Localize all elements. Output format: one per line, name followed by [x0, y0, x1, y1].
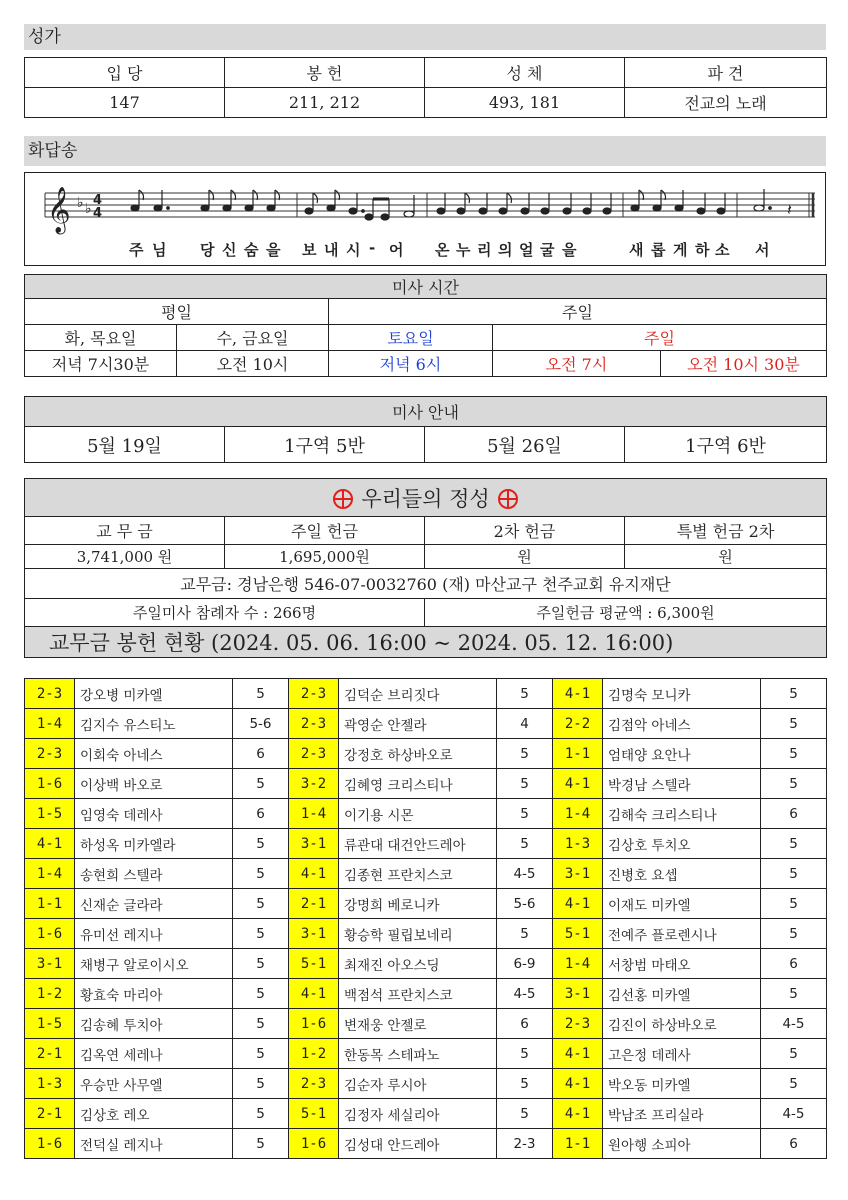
mass-times-title: 미사 시간	[25, 275, 827, 299]
donor-count: 5	[497, 1039, 553, 1069]
offering-header-tithe: 교 무 금	[25, 517, 225, 545]
lyric-syllable: 내	[324, 241, 339, 259]
donor-area: 1-6	[289, 1129, 339, 1159]
donor-name: 한동목 스테파노	[339, 1039, 497, 1069]
donor-area: 2-3	[289, 1069, 339, 1099]
donor-area: 1-2	[25, 979, 75, 1009]
offering-header-second: 2차 헌금	[425, 517, 625, 545]
table-row	[25, 979, 827, 1009]
donor-name: 곽영순 안젤라	[339, 709, 497, 739]
donor-count: 4-5	[761, 1099, 827, 1129]
guide-date-1: 5월 19일	[25, 427, 225, 463]
bank-account-info: 교무금: 경남은행 546-07-0032760 (재) 마산교구 천주교회 유지재단	[25, 569, 827, 599]
table-row	[25, 1009, 827, 1039]
hymn-header-communion: 성 체	[425, 58, 625, 88]
donor-count: 5-6	[497, 889, 553, 919]
donor-count: 4	[497, 709, 553, 739]
red-cross-circle-icon	[498, 489, 518, 509]
table-row	[25, 859, 827, 889]
donor-count: 5	[761, 709, 827, 739]
donor-count: 5	[497, 739, 553, 769]
svg-text:♭: ♭	[77, 195, 84, 211]
donor-count: 5	[233, 919, 289, 949]
donor-count: 4-5	[761, 1009, 827, 1039]
offering-title-row	[25, 479, 827, 517]
donor-name: 하성옥 미카엘라	[75, 829, 233, 859]
donor-name: 강오병 미카엘	[75, 679, 233, 709]
lyric-syllable: 서	[755, 241, 770, 259]
donor-count: 5	[761, 979, 827, 1009]
donations-title: 교무금 봉헌 현황 (2024. 05. 06. 16:00 ~ 2024. 05. 12. 16:00)	[25, 627, 827, 658]
donor-name: 원아행 소피아	[603, 1129, 761, 1159]
donor-area: 1-4	[553, 949, 603, 979]
average-offering: 주일헌금 평균액 : 6,300원	[425, 599, 827, 627]
lyric-syllable: 신	[222, 241, 237, 259]
time-saturday: 저녁 6시	[329, 351, 493, 377]
donor-count: 4-5	[497, 979, 553, 1009]
donor-area: 3-1	[289, 919, 339, 949]
donor-count: 6	[233, 799, 289, 829]
lyric-syllable: 굴	[540, 241, 555, 259]
table-row	[25, 1129, 827, 1159]
donor-count: 5	[761, 829, 827, 859]
donor-area: 4-1	[289, 859, 339, 889]
donor-name: 이재도 미카엘	[603, 889, 761, 919]
donor-count: 5	[497, 1069, 553, 1099]
donor-area: 1-3	[553, 829, 603, 859]
donor-area: 1-4	[553, 799, 603, 829]
music-staff	[25, 173, 825, 237]
donor-area: 1-4	[289, 799, 339, 829]
donor-count: 5	[761, 679, 827, 709]
donor-area: 2-3	[25, 679, 75, 709]
donor-name: 박경남 스텔라	[603, 769, 761, 799]
donor-area: 1-1	[25, 889, 75, 919]
donor-area: 1-1	[553, 1129, 603, 1159]
donor-area: 1-3	[25, 1069, 75, 1099]
treble-clef-icon: 𝄞	[47, 187, 71, 233]
donor-name: 우승만 사무엘	[75, 1069, 233, 1099]
donor-count: 5	[497, 1099, 553, 1129]
offering-title: 우리들의 정성	[361, 486, 490, 511]
red-cross-circle-icon	[333, 489, 353, 509]
svg-text:♭: ♭	[85, 201, 92, 217]
hymn-value-communion: 493, 181	[425, 88, 625, 118]
donor-name: 백점석 프란치스코	[339, 979, 497, 1009]
svg-text:𝄽: 𝄽	[787, 200, 792, 219]
donor-area: 1-6	[25, 1129, 75, 1159]
donor-name: 김진이 하상바오로	[603, 1009, 761, 1039]
table-row	[25, 679, 827, 709]
donor-area: 1-6	[25, 919, 75, 949]
donor-name: 신재순 글라라	[75, 889, 233, 919]
donor-count: 6-9	[497, 949, 553, 979]
donor-area: 4-1	[553, 1069, 603, 1099]
donor-count: 5	[761, 1069, 827, 1099]
donor-name: 임영숙 데레사	[75, 799, 233, 829]
table-row	[25, 1069, 827, 1099]
hymn-header-offertory: 봉 헌	[225, 58, 425, 88]
donor-name: 최재진 아오스딩	[339, 949, 497, 979]
donor-count: 5	[233, 1069, 289, 1099]
donor-name: 전덕실 레지나	[75, 1129, 233, 1159]
donor-name: 강명희 베로니카	[339, 889, 497, 919]
donor-area: 4-1	[553, 889, 603, 919]
donor-area: 3-2	[289, 769, 339, 799]
donor-name: 김선홍 미카엘	[603, 979, 761, 1009]
lyric-syllable: 을	[562, 241, 577, 259]
lyric-syllable: 게	[673, 241, 688, 259]
hymn-value-entrance: 147	[25, 88, 225, 118]
donor-area: 2-1	[25, 1099, 75, 1129]
donor-name: 김옥연 세레나	[75, 1039, 233, 1069]
donor-count: 4-5	[497, 859, 553, 889]
donor-area: 5-1	[289, 1099, 339, 1129]
donor-count: 6	[761, 1129, 827, 1159]
time-tue-thu: 저녁 7시30분	[25, 351, 177, 377]
donor-count: 5	[761, 1039, 827, 1069]
donor-name: 황효숙 마리아	[75, 979, 233, 1009]
donor-count: 5	[233, 1009, 289, 1039]
mass-times-table	[24, 274, 827, 377]
donor-area: 1-1	[553, 739, 603, 769]
donor-area: 4-1	[553, 769, 603, 799]
lyric-syllable: 어	[389, 241, 404, 259]
donor-name: 박오동 미카엘	[603, 1069, 761, 1099]
donor-area: 2-1	[25, 1039, 75, 1069]
donor-count: 5	[233, 949, 289, 979]
donations-table	[24, 678, 827, 1159]
donor-name: 황승학 필립보네리	[339, 919, 497, 949]
donor-count: 5	[761, 769, 827, 799]
table-row	[25, 739, 827, 769]
donor-area: 3-1	[553, 979, 603, 1009]
lyric-syllable: 얼	[519, 241, 534, 259]
psalm-score	[24, 172, 826, 266]
donor-count: 5	[761, 889, 827, 919]
lyric-syllable: 당	[200, 241, 215, 259]
offering-value-special: 원	[625, 545, 827, 569]
donor-name: 김해숙 크리스티나	[603, 799, 761, 829]
donor-area: 4-1	[289, 979, 339, 1009]
donor-name: 김지수 유스티노	[75, 709, 233, 739]
donor-area: 1-5	[25, 1009, 75, 1039]
weekday-label: 평일	[25, 299, 329, 325]
guide-date-2: 5월 26일	[425, 427, 625, 463]
svg-text:4: 4	[93, 206, 103, 221]
donor-name: 이기용 시몬	[339, 799, 497, 829]
hymn-header-entrance: 입 당	[25, 58, 225, 88]
lyric-syllable: 숨	[244, 241, 259, 259]
table-row	[25, 1039, 827, 1069]
donor-area: 1-6	[289, 1009, 339, 1039]
day-sunday: 주일	[493, 325, 827, 351]
lyric-syllable: 소	[715, 241, 730, 259]
donor-count: 5	[497, 769, 553, 799]
psalm-section-title: 화답송	[24, 136, 826, 166]
sunday-label: 주일	[329, 299, 827, 325]
mass-guide-table	[24, 396, 827, 463]
donor-name: 김성대 안드레아	[339, 1129, 497, 1159]
donor-name: 류관대 대건안드레아	[339, 829, 497, 859]
offering-header-special: 특별 헌금 2차	[625, 517, 827, 545]
donor-count: 5	[497, 919, 553, 949]
donor-count: 6	[497, 1009, 553, 1039]
donor-name: 채병구 알로이시오	[75, 949, 233, 979]
donor-count: 5	[233, 679, 289, 709]
lyric-syllable: 롭	[651, 241, 666, 259]
donor-count: 5	[233, 1099, 289, 1129]
donor-name: 이회숙 아네스	[75, 739, 233, 769]
guide-area-1: 1구역 5반	[225, 427, 425, 463]
donor-name: 강정호 하상바오로	[339, 739, 497, 769]
donor-area: 4-1	[553, 1039, 603, 1069]
donor-count: 5	[233, 829, 289, 859]
donor-name: 진병호 요셉	[603, 859, 761, 889]
guide-area-2: 1구역 6반	[625, 427, 827, 463]
donor-area: 3-1	[553, 859, 603, 889]
donor-name: 전예주 플로렌시나	[603, 919, 761, 949]
time-wed-fri: 오전 10시	[177, 351, 329, 377]
hymns-table	[24, 57, 827, 118]
table-row	[25, 1099, 827, 1129]
donor-name: 김상호 투치오	[603, 829, 761, 859]
donor-name: 박남조 프리실라	[603, 1099, 761, 1129]
svg-text:4: 4	[93, 193, 103, 208]
donor-name: 김송혜 투치아	[75, 1009, 233, 1039]
lyric-syllable: 누	[456, 241, 471, 259]
donor-area: 2-3	[289, 739, 339, 769]
lyric-syllable: 리	[477, 241, 492, 259]
donor-count: 5	[497, 799, 553, 829]
donor-area: 3-1	[25, 949, 75, 979]
lyric-syllable: 하	[695, 241, 710, 259]
lyric-syllable: 온	[435, 241, 450, 259]
hymn-header-dismissal: 파 견	[625, 58, 827, 88]
donor-area: 2-3	[289, 679, 339, 709]
psalm-lyrics	[25, 239, 825, 261]
offering-value-tithe: 3,741,000 원	[25, 545, 225, 569]
lyric-syllable: 보	[302, 241, 317, 259]
table-row	[25, 709, 827, 739]
donor-name: 유미선 레지나	[75, 919, 233, 949]
donor-area: 1-2	[289, 1039, 339, 1069]
donor-count: 2-3	[497, 1129, 553, 1159]
donor-area: 5-1	[553, 919, 603, 949]
lyric-syllable: 주	[129, 241, 144, 259]
donor-area: 3-1	[289, 829, 339, 859]
donor-count: 6	[761, 799, 827, 829]
donor-count: 5	[233, 1039, 289, 1069]
lyric-syllable: 새	[629, 241, 644, 259]
offering-value-sunday: 1,695,000원	[225, 545, 425, 569]
donor-area: 4-1	[553, 679, 603, 709]
donor-count: 5	[233, 1129, 289, 1159]
donor-count: 5	[761, 859, 827, 889]
donor-name: 김종현 프란치스코	[339, 859, 497, 889]
table-row	[25, 889, 827, 919]
donor-area: 2-2	[553, 709, 603, 739]
donor-name: 김상호 레오	[75, 1099, 233, 1129]
table-row	[25, 799, 827, 829]
donor-area: 1-4	[25, 859, 75, 889]
donor-count: 5	[233, 859, 289, 889]
lyric-syllable: -	[369, 239, 376, 257]
donor-count: 5	[497, 829, 553, 859]
donor-area: 2-1	[289, 889, 339, 919]
table-row	[25, 829, 827, 859]
donor-count: 5	[761, 739, 827, 769]
donor-count: 5	[233, 979, 289, 1009]
hymns-section-title: 성가	[24, 24, 826, 50]
hymn-value-dismissal: 전교의 노래	[625, 88, 827, 118]
attendance-count: 주일미사 참례자 수 : 266명	[25, 599, 425, 627]
donor-count: 5	[233, 889, 289, 919]
mass-guide-title: 미사 안내	[25, 397, 827, 427]
lyric-syllable: 을	[266, 241, 281, 259]
donor-name: 이상백 바오로	[75, 769, 233, 799]
donor-area: 1-4	[25, 709, 75, 739]
donor-area: 5-1	[289, 949, 339, 979]
donor-name: 서창범 마태오	[603, 949, 761, 979]
donor-area: 4-1	[553, 1099, 603, 1129]
donor-name: 고은정 데레사	[603, 1039, 761, 1069]
donor-name: 김점악 아네스	[603, 709, 761, 739]
donor-area: 2-3	[553, 1009, 603, 1039]
donor-name: 김명숙 모니카	[603, 679, 761, 709]
donor-name: 송현희 스텔라	[75, 859, 233, 889]
donor-count: 5	[761, 919, 827, 949]
day-tue-thu: 화, 목요일	[25, 325, 177, 351]
donor-name: 김혜영 크리스티나	[339, 769, 497, 799]
donor-area: 2-3	[289, 709, 339, 739]
time-sunday-late: 오전 10시 30분	[661, 351, 827, 377]
table-row	[25, 919, 827, 949]
donor-name: 김정자 세실리아	[339, 1099, 497, 1129]
donor-name: 김덕순 브리짓다	[339, 679, 497, 709]
lyric-syllable: 의	[498, 241, 513, 259]
table-row	[25, 769, 827, 799]
donor-area: 4-1	[25, 829, 75, 859]
offering-header-sunday: 주일 헌금	[225, 517, 425, 545]
lyric-syllable: 시	[346, 241, 361, 259]
donor-area: 1-5	[25, 799, 75, 829]
donor-count: 5	[497, 679, 553, 709]
lyric-syllable: 님	[152, 241, 167, 259]
donor-name: 김순자 루시아	[339, 1069, 497, 1099]
donor-count: 5	[233, 769, 289, 799]
offering-table	[24, 478, 827, 658]
donor-area: 1-6	[25, 769, 75, 799]
day-saturday: 토요일	[329, 325, 493, 351]
table-row	[25, 949, 827, 979]
day-wed-fri: 수, 금요일	[177, 325, 329, 351]
donor-name: 엄태양 요안나	[603, 739, 761, 769]
donor-count: 5-6	[233, 709, 289, 739]
donor-count: 6	[761, 949, 827, 979]
offering-value-second: 원	[425, 545, 625, 569]
hymn-value-offertory: 211, 212	[225, 88, 425, 118]
donor-area: 2-3	[25, 739, 75, 769]
donor-count: 6	[233, 739, 289, 769]
time-sunday-morning: 오전 7시	[493, 351, 661, 377]
donor-name: 변재웅 안젤로	[339, 1009, 497, 1039]
